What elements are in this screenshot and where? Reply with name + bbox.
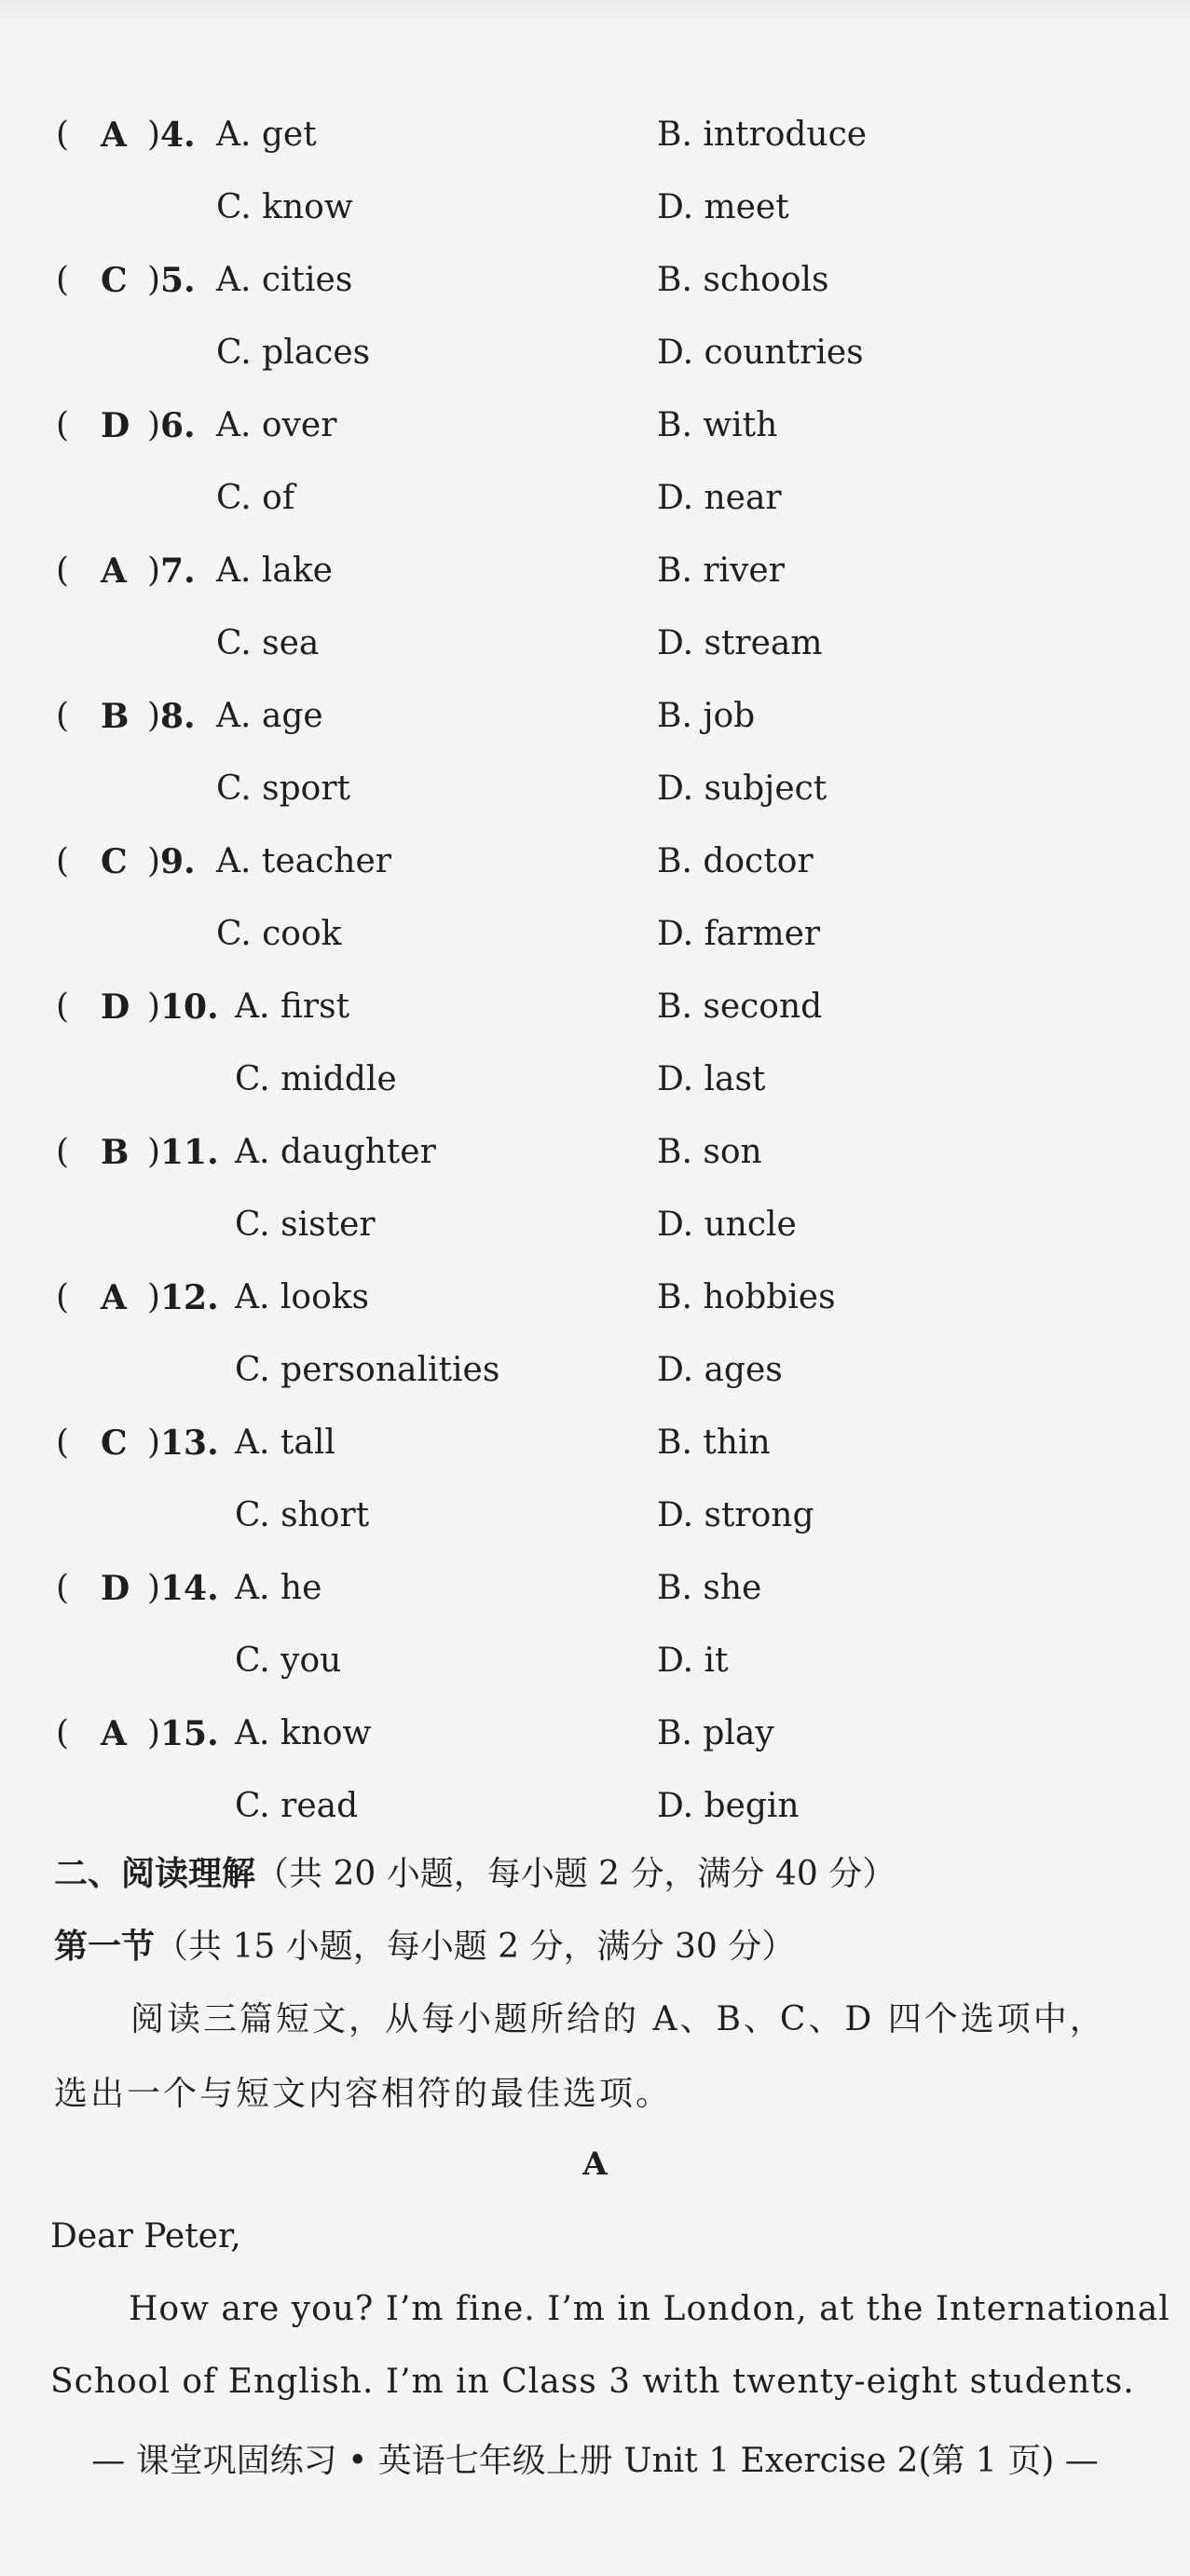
option-d: D. begin — [657, 1787, 800, 1825]
option-d: D. uncle — [657, 1206, 797, 1244]
option-b: B. introduce — [657, 116, 868, 154]
answer-letter: C — [101, 1424, 128, 1463]
question-row — [0, 825, 1190, 898]
answer-letter: A — [101, 1278, 127, 1317]
letter-greeting: Dear Peter, — [50, 2217, 241, 2256]
question-number: 13. — [160, 1424, 219, 1463]
option-c: C. read — [235, 1787, 359, 1825]
option-a: A. get — [216, 116, 317, 154]
answer-paren-left: ( — [56, 842, 70, 880]
answer-letter: C — [101, 261, 128, 300]
option-b: B. son — [657, 1133, 762, 1171]
question-row-options — [0, 1625, 1190, 1697]
option-b: B. schools — [657, 261, 829, 299]
option-d: D. subject — [657, 770, 828, 808]
answer-paren-left: ( — [56, 116, 70, 154]
option-b: B. with — [657, 406, 778, 444]
question-row — [0, 1261, 1190, 1334]
question-row-options — [0, 898, 1190, 971]
option-b: B. hobbies — [657, 1278, 836, 1316]
option-c: C. know — [216, 188, 353, 226]
answer-paren-right: ) — [147, 261, 161, 299]
option-a: A. tall — [235, 1424, 335, 1462]
section-heading — [54, 1837, 896, 1911]
answer-letter: B — [101, 697, 130, 736]
option-a: A. daughter — [235, 1133, 436, 1171]
part-info: （共 15 小题，每小题 2 分，满分 30 分） — [155, 1928, 796, 1966]
question-row-options — [0, 1334, 1190, 1407]
answer-letter: D — [101, 1569, 130, 1608]
answer-paren-left: ( — [56, 1424, 70, 1462]
question-row-options — [0, 753, 1190, 825]
question-row — [0, 1116, 1190, 1189]
question-number: 8. — [160, 697, 196, 736]
option-b: B. doctor — [657, 842, 814, 880]
option-d: D. stream — [657, 624, 823, 662]
question-row-options — [0, 462, 1190, 535]
question-number: 12. — [160, 1278, 219, 1317]
option-a: A. over — [216, 406, 337, 444]
question-number: 11. — [160, 1133, 219, 1172]
answer-paren-left: ( — [56, 1133, 70, 1171]
option-c: C. short — [235, 1496, 370, 1534]
question-number: 15. — [160, 1714, 219, 1753]
option-a: A. age — [216, 697, 323, 735]
option-a: A. first — [235, 988, 350, 1026]
answer-paren-right: ) — [147, 1133, 161, 1171]
answer-paren-right: ) — [147, 1278, 161, 1316]
passage-line-1: How are you? I’m fine. I’m in London, at the International — [129, 2290, 1170, 2328]
question-row — [0, 99, 1190, 171]
question-number: 5. — [160, 261, 196, 300]
question-row — [0, 389, 1190, 462]
question-number: 9. — [160, 842, 196, 881]
question-number: 14. — [160, 1569, 219, 1608]
question-row — [0, 244, 1190, 317]
answer-paren-right: ) — [147, 697, 161, 735]
question-row-options — [0, 1189, 1190, 1261]
option-d: D. last — [657, 1060, 766, 1098]
answer-paren-right: ) — [147, 988, 161, 1026]
answer-paren-left: ( — [56, 406, 70, 444]
option-c: C. personalities — [235, 1351, 500, 1389]
option-b: B. river — [657, 552, 785, 590]
option-c: C. places — [216, 334, 371, 372]
answer-letter: D — [101, 406, 130, 445]
answer-paren-left: ( — [56, 1278, 70, 1316]
section-info: （共 20 小题，每小题 2 分，满分 40 分） — [255, 1855, 896, 1893]
passage-line-2: School of English. I’m in Class 3 with twenty-eight students. — [50, 2363, 1135, 2401]
option-a: A. know — [235, 1714, 372, 1752]
question-row-options — [0, 317, 1190, 389]
option-b: B. thin — [657, 1424, 771, 1462]
part-heading — [54, 1910, 795, 1983]
answer-paren-right: ) — [147, 1424, 161, 1462]
option-d: D. meet — [657, 188, 789, 226]
question-row — [0, 1407, 1190, 1479]
question-row-options — [0, 1770, 1190, 1843]
option-d: D. strong — [657, 1496, 814, 1534]
answer-paren-left: ( — [56, 988, 70, 1026]
question-row-options — [0, 1479, 1190, 1552]
answer-letter: A — [101, 1714, 127, 1753]
option-a: A. looks — [235, 1278, 370, 1316]
option-a: A. cities — [216, 261, 353, 299]
option-b: B. she — [657, 1569, 762, 1607]
question-row — [0, 680, 1190, 753]
answer-paren-right: ) — [147, 1569, 161, 1607]
question-row-options — [0, 607, 1190, 680]
answer-paren-left: ( — [56, 697, 70, 735]
option-a: A. he — [235, 1569, 322, 1607]
answer-paren-left: ( — [56, 1714, 70, 1752]
instructions-line-2: 选出一个与短文内容相符的最佳选项。 — [54, 2075, 673, 2113]
option-c: C. sea — [216, 624, 320, 662]
answer-paren-right: ) — [147, 552, 161, 590]
answer-letter: D — [101, 988, 130, 1027]
instructions — [54, 1983, 1135, 2132]
answer-paren-right: ) — [147, 842, 161, 880]
question-row-options — [0, 171, 1190, 244]
answer-paren-right: ) — [147, 406, 161, 444]
answer-paren-right: ) — [147, 116, 161, 154]
question-row — [0, 535, 1190, 607]
question-number: 6. — [160, 406, 196, 445]
section-title: 二、阅读理解 — [54, 1854, 256, 1893]
question-number: 7. — [160, 552, 196, 591]
page-top-shadow — [0, 0, 1190, 26]
question-number: 10. — [160, 988, 219, 1027]
question-row-options — [0, 1043, 1190, 1116]
answer-letter: B — [101, 1133, 130, 1172]
option-b: B. play — [657, 1714, 774, 1752]
part-title: 第一节 — [54, 1927, 156, 1966]
option-c: C. middle — [235, 1060, 397, 1098]
option-d: D. near — [657, 479, 782, 517]
question-number: 4. — [160, 116, 196, 155]
option-d: D. farmer — [657, 915, 821, 953]
option-d: D. countries — [657, 334, 864, 372]
option-c: C. you — [235, 1642, 342, 1680]
answer-paren-right: ) — [147, 1714, 161, 1752]
question-row — [0, 971, 1190, 1043]
option-a: A. lake — [216, 552, 333, 590]
option-a: A. teacher — [216, 842, 391, 880]
option-c: C. sister — [235, 1206, 376, 1244]
option-c: C. of — [216, 479, 295, 517]
option-b: B. job — [657, 697, 756, 735]
question-row — [0, 1552, 1190, 1625]
passage-title: A — [582, 2146, 608, 2183]
option-d: D. ages — [657, 1351, 783, 1389]
instructions-line-1: 阅读三篇短文，从每小题所给的 A、B、C、D 四个选项中， — [130, 2000, 1106, 2038]
answer-paren-left: ( — [56, 552, 70, 590]
question-row — [0, 1697, 1190, 1770]
page-footer: — 课堂巩固练习 • 英语七年级上册 Unit 1 Exercise 2(第 1 页) — — [91, 2442, 1099, 2480]
option-d: D. it — [657, 1642, 729, 1680]
answer-paren-left: ( — [56, 261, 70, 299]
answer-letter: A — [101, 552, 127, 591]
answer-paren-left: ( — [56, 1569, 70, 1607]
option-c: C. cook — [216, 915, 342, 953]
option-c: C. sport — [216, 770, 351, 808]
answer-letter: C — [101, 842, 128, 881]
answer-letter: A — [101, 116, 127, 155]
option-b: B. second — [657, 988, 823, 1026]
